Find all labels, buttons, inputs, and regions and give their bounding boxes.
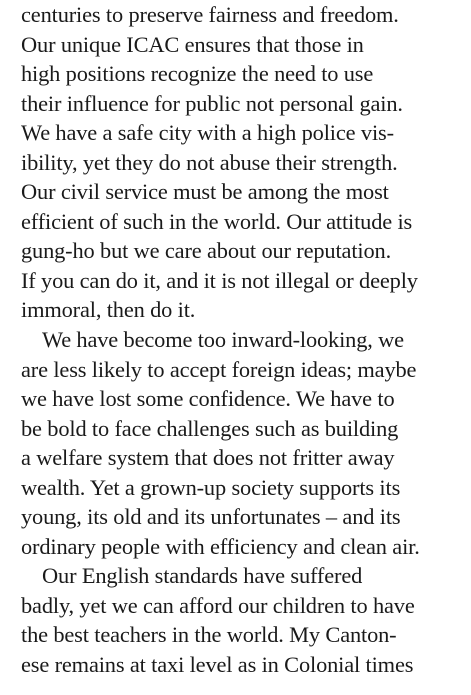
text-line: ese remains at taxi level as in Colonial times	[21, 652, 414, 678]
text-line: a welfare system that does not fritter away	[21, 445, 395, 471]
text-line: are less likely to accept foreign ideas; maybe	[21, 356, 417, 382]
text-line: wealth. Yet a grown-up society supports its	[21, 474, 401, 500]
paragraph-1	[21, 0, 471, 325]
paragraph-2	[21, 325, 471, 561]
text-line: the best teachers in the world. My Canton-	[21, 622, 397, 648]
text-line: Our English standards have suffered	[42, 563, 363, 589]
text-line: high positions recognize the need to use	[21, 61, 374, 87]
text-line: We have a safe city with a high police vis-	[21, 120, 394, 146]
text-line: we have lost some confidence. We have to	[21, 386, 395, 412]
text-line: efficient of such in the world. Our attitude is	[21, 208, 413, 234]
text-line: their influence for public not personal gain.	[21, 90, 403, 116]
text-line: young, its old and its unfortunates – and its	[21, 504, 401, 530]
text-line: centuries to preserve fairness and freedom.	[21, 2, 399, 27]
text-line: Our unique ICAC ensures that those in	[21, 31, 364, 57]
text-line: immoral, then do it.	[21, 297, 196, 323]
text-line: We have become too inward-looking, we	[42, 327, 404, 353]
text-line: be bold to face challenges such as building	[21, 415, 399, 441]
text-line: Our civil service must be among the most	[21, 179, 389, 205]
text-line: ordinary people with efficiency and clean air.	[21, 533, 420, 559]
text-line: badly, yet we can afford our children to have	[21, 592, 415, 618]
text-line: ibility, yet they do not abuse their strength.	[21, 149, 398, 175]
text-line: If you can do it, and it is not illegal or deeply	[21, 267, 418, 293]
paragraph-3	[21, 561, 471, 679]
text-line: gung-ho but we care about our reputation.	[21, 238, 392, 264]
